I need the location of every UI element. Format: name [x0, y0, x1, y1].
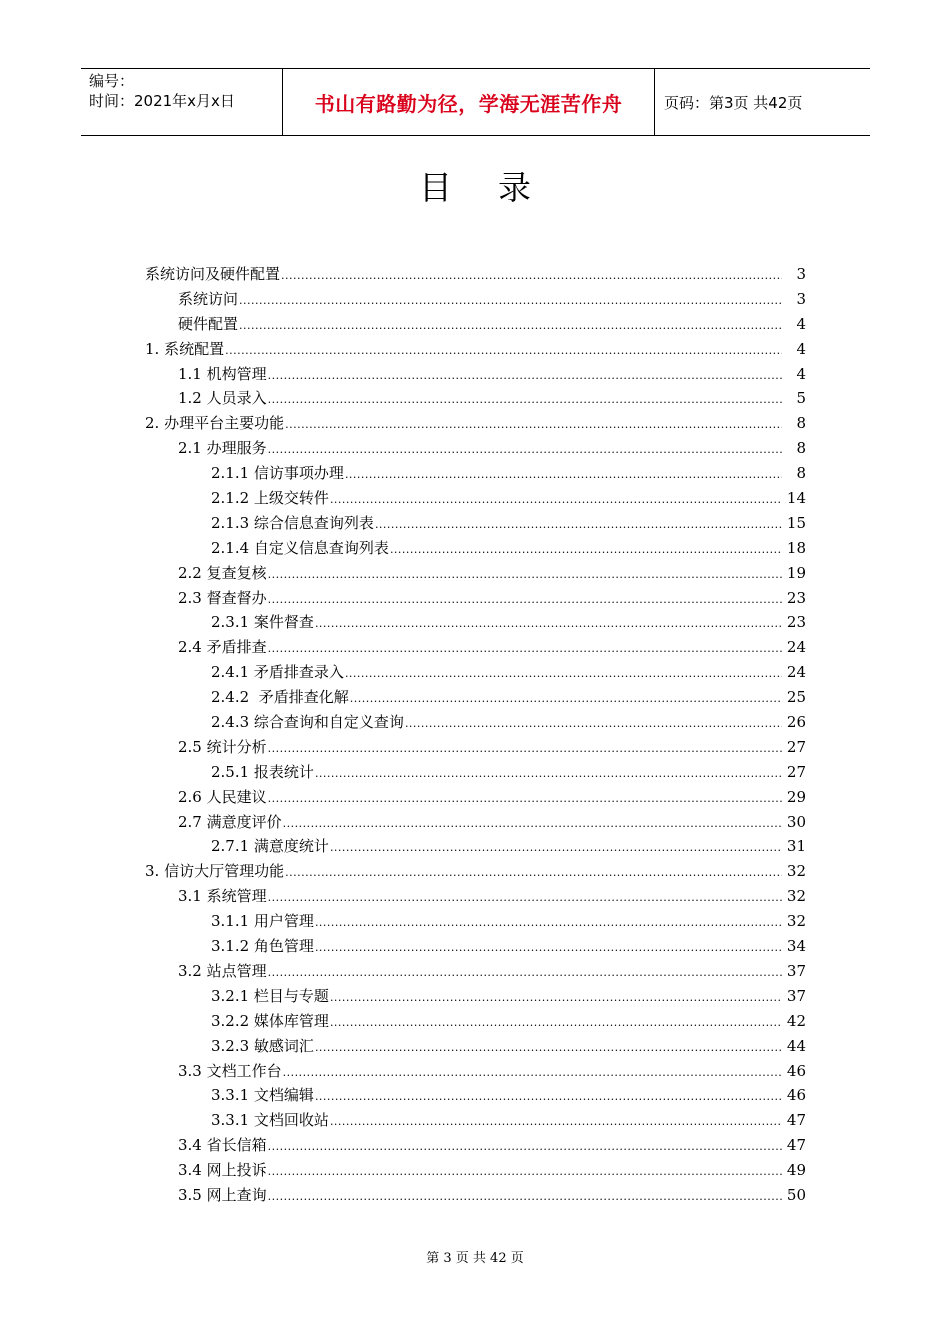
- toc-entry-title: 2.5.1 报表统计: [211, 762, 314, 781]
- toc-entry-title: 2. 办理平台主要功能: [145, 414, 285, 433]
- toc-entry[interactable]: [0, 1059, 950, 1084]
- toc-entry[interactable]: [0, 959, 950, 984]
- page-header: [81, 68, 870, 136]
- toc-dot-leader: [315, 612, 782, 637]
- toc-entry-title: 2.1.3 综合信息查询列表: [211, 513, 374, 532]
- toc-entry[interactable]: [0, 760, 950, 785]
- toc-entry[interactable]: [0, 1034, 950, 1059]
- toc-dot-leader: [225, 339, 782, 364]
- toc-entry-title: 2.3.1 案件督查: [211, 613, 314, 632]
- toc-entry-page: 23: [786, 613, 806, 632]
- toc-dot-leader: [330, 488, 782, 513]
- toc-entry[interactable]: [0, 834, 950, 859]
- toc-dot-leader: [330, 986, 782, 1011]
- toc-entry-page: 24: [786, 638, 806, 657]
- toc-entry[interactable]: [0, 610, 950, 635]
- toc-entry[interactable]: [0, 660, 950, 685]
- toc-entry[interactable]: [0, 511, 950, 536]
- toc-entry[interactable]: [0, 1083, 950, 1108]
- toc-dot-leader: [283, 1061, 782, 1086]
- toc-entry-page: 8: [796, 464, 806, 483]
- toc-entry-page: 8: [796, 439, 806, 458]
- header-slogan-cell: [282, 69, 655, 135]
- toc-entry-page: 24: [786, 663, 806, 682]
- toc-entry-page: 18: [786, 538, 806, 557]
- toc-entry-page: 3: [796, 289, 806, 308]
- toc-entry-page: 23: [786, 588, 806, 607]
- toc-entry-page: 46: [786, 1086, 806, 1105]
- toc-entry[interactable]: [0, 461, 950, 486]
- toc-entry[interactable]: [0, 312, 950, 337]
- toc-dot-leader: [285, 413, 782, 438]
- toc-entry-page: 5: [796, 389, 806, 408]
- toc-entry-title: 3.4 省长信箱: [178, 1136, 267, 1155]
- toc-dot-leader: [268, 588, 782, 613]
- toc-entry-title: 3.3.1 文档回收站: [211, 1111, 329, 1130]
- toc-entry-title: 2.1.4 自定义信息查询列表: [211, 538, 389, 557]
- document-time-label: 时间：2021年x月x日: [89, 92, 235, 110]
- toc-dot-leader: [330, 1110, 782, 1135]
- toc-entry-title: 3.2 站点管理: [178, 961, 267, 980]
- toc-entry-title: 3.1.1 用户管理: [211, 912, 314, 931]
- toc-entry-title: 2.1.1 信访事项办理: [211, 464, 344, 483]
- toc-entry-title: 2.4 矛盾排查: [178, 638, 267, 657]
- toc-entry-title: 2.6 人民建议: [178, 787, 267, 806]
- toc-entry[interactable]: [0, 486, 950, 511]
- toc-dot-leader: [405, 712, 782, 737]
- toc-entry-title: 系统访问: [178, 289, 239, 308]
- header-page-info-cell: [655, 69, 870, 135]
- toc-entry-title: 2.3 督查督办: [178, 588, 267, 607]
- toc-entry-page: 47: [786, 1136, 806, 1155]
- toc-entry-title: 硬件配置: [178, 314, 239, 333]
- toc-dot-leader: [315, 1036, 782, 1061]
- toc-entry-page: 15: [786, 513, 806, 532]
- page-title: 目录: [419, 168, 577, 207]
- toc-entry[interactable]: [0, 934, 950, 959]
- toc-entry-page: 32: [786, 862, 806, 881]
- toc-dot-leader: [268, 637, 782, 662]
- toc-entry-title: 系统访问及硬件配置: [145, 265, 281, 283]
- toc-entry-page: 4: [796, 339, 806, 358]
- toc-entry-title: 2.5 统计分析: [178, 737, 267, 756]
- toc-entry-page: 30: [786, 812, 806, 831]
- page-footer: [0, 1247, 950, 1266]
- toc-dot-leader: [268, 961, 782, 986]
- toc-entry-title: 3.2.2 媒体库管理: [211, 1011, 329, 1030]
- toc-entry[interactable]: [0, 536, 950, 561]
- toc-entry-page: 47: [786, 1111, 806, 1130]
- toc-dot-leader: [283, 812, 782, 837]
- toc-dot-leader: [268, 364, 782, 389]
- toc-entry-page: 31: [786, 837, 806, 856]
- toc-dot-leader: [239, 314, 782, 339]
- toc-entry-title: 1.1 机构管理: [178, 364, 267, 383]
- toc-dot-leader: [345, 463, 782, 488]
- toc-dot-leader: [330, 1011, 782, 1036]
- toc-entry[interactable]: [0, 884, 950, 909]
- toc-entry[interactable]: [0, 1133, 950, 1158]
- toc-entry[interactable]: [0, 984, 950, 1009]
- footer-page-number: 第 3 页 共 42 页: [426, 1251, 524, 1266]
- toc-entry-title: 3.3.1 文档编辑: [211, 1086, 314, 1105]
- document-number-label: 编号：: [89, 72, 135, 90]
- toc-entry-page: 4: [796, 314, 806, 333]
- toc-entry-page: 26: [786, 713, 806, 732]
- toc-dot-leader: [268, 563, 782, 588]
- toc-entry-title: 2.2 复查复核: [178, 563, 267, 582]
- toc-entry-page: 32: [786, 912, 806, 931]
- toc-entry-page: 4: [796, 364, 806, 383]
- toc-entry[interactable]: [0, 287, 950, 312]
- toc-entry-title: 3.4 网上投诉: [178, 1161, 267, 1180]
- toc-dot-leader: [315, 1085, 782, 1110]
- header-slogan: 书山有路勤为径，学海无涯苦作舟: [314, 91, 623, 116]
- toc-entry-page: 44: [786, 1036, 806, 1055]
- toc-entry[interactable]: [0, 859, 950, 884]
- toc-dot-leader: [281, 264, 782, 289]
- toc-entry-title: 3.5 网上查询: [178, 1185, 267, 1204]
- toc-entry-page: 3: [796, 265, 806, 283]
- toc-entry-title: 1. 系统配置: [145, 339, 225, 358]
- toc-entry[interactable]: [0, 362, 950, 387]
- toc-entry-title: 3.1 系统管理: [178, 887, 267, 906]
- toc-entry-title: 2.4.3 综合查询和自定义查询: [211, 713, 404, 732]
- toc-entry-title: 1.2 人员录入: [178, 389, 267, 408]
- toc-dot-leader: [345, 662, 782, 687]
- toc-entry-title: 3.2.3 敏感词汇: [211, 1036, 314, 1055]
- toc-dot-leader: [285, 861, 782, 886]
- toc-dot-leader: [315, 911, 782, 936]
- toc-entry-title: 2.7 满意度评价: [178, 812, 282, 831]
- toc-entry-page: 25: [786, 688, 806, 707]
- toc-entry[interactable]: [0, 1158, 950, 1183]
- toc-dot-leader: [268, 886, 782, 911]
- toc-dot-leader: [239, 289, 782, 314]
- toc-entry[interactable]: [0, 386, 950, 411]
- header-page-info: 页码：第3页 共42页: [664, 93, 803, 112]
- toc-entry-page: 49: [786, 1161, 806, 1180]
- toc-entry-page: 46: [786, 1061, 806, 1080]
- toc-entry-page: 50: [786, 1185, 806, 1204]
- header-meta: [81, 69, 282, 135]
- toc-entry[interactable]: [0, 436, 950, 461]
- toc-dot-leader: [315, 762, 782, 787]
- toc-entry[interactable]: [0, 1009, 950, 1034]
- toc-entry-page: 27: [786, 737, 806, 756]
- toc-dot-leader: [268, 787, 782, 812]
- toc-entry-title: 3.2.1 栏目与专题: [211, 986, 329, 1005]
- toc-entry-page: 14: [786, 489, 806, 508]
- toc-dot-leader: [330, 836, 782, 861]
- toc-entry[interactable]: [0, 810, 950, 835]
- table-of-contents: [0, 262, 950, 1208]
- toc-entry-title: 3.1.2 角色管理: [211, 937, 314, 956]
- toc-entry[interactable]: [0, 909, 950, 934]
- toc-dot-leader: [268, 388, 782, 413]
- toc-entry-page: 29: [786, 787, 806, 806]
- toc-entry-title: 2.4.1 矛盾排查录入: [211, 663, 344, 682]
- toc-entry[interactable]: [0, 635, 950, 660]
- toc-dot-leader: [350, 687, 782, 712]
- toc-entry-title: 3.3 文档工作台: [178, 1061, 282, 1080]
- toc-dot-leader: [268, 1185, 782, 1210]
- toc-entry-title: 2.1.2 上级交转件: [211, 489, 329, 508]
- toc-entry[interactable]: [0, 561, 950, 586]
- toc-entry-page: 37: [786, 961, 806, 980]
- toc-dot-leader: [390, 538, 782, 563]
- toc-entry-title: 2.7.1 满意度统计: [211, 837, 329, 856]
- toc-entry[interactable]: [0, 710, 950, 735]
- toc-entry[interactable]: [0, 262, 950, 287]
- toc-entry-page: 37: [786, 986, 806, 1005]
- toc-entry-title: 2.1 办理服务: [178, 439, 267, 458]
- toc-entry[interactable]: [0, 1108, 950, 1133]
- toc-entry-title: 3. 信访大厅管理功能: [145, 862, 285, 881]
- toc-entry[interactable]: [0, 1183, 950, 1208]
- toc-dot-leader: [268, 1160, 782, 1185]
- toc-entry-page: 34: [786, 937, 806, 956]
- toc-dot-leader: [375, 513, 782, 538]
- toc-entry-page: 8: [796, 414, 806, 433]
- toc-entry-title: 2.4.2 矛盾排查化解: [211, 688, 349, 707]
- toc-entry[interactable]: [0, 586, 950, 611]
- toc-entry[interactable]: [0, 337, 950, 362]
- toc-entry[interactable]: [0, 685, 950, 710]
- toc-entry-page: 32: [786, 887, 806, 906]
- toc-entry-page: 19: [786, 563, 806, 582]
- toc-entry-page: 42: [786, 1011, 806, 1030]
- toc-dot-leader: [268, 737, 782, 762]
- toc-entry[interactable]: [0, 735, 950, 760]
- toc-dot-leader: [268, 438, 782, 463]
- toc-entry-page: 27: [786, 762, 806, 781]
- toc-dot-leader: [268, 1135, 782, 1160]
- toc-entry[interactable]: [0, 411, 950, 436]
- toc-dot-leader: [315, 936, 782, 961]
- toc-entry[interactable]: [0, 785, 950, 810]
